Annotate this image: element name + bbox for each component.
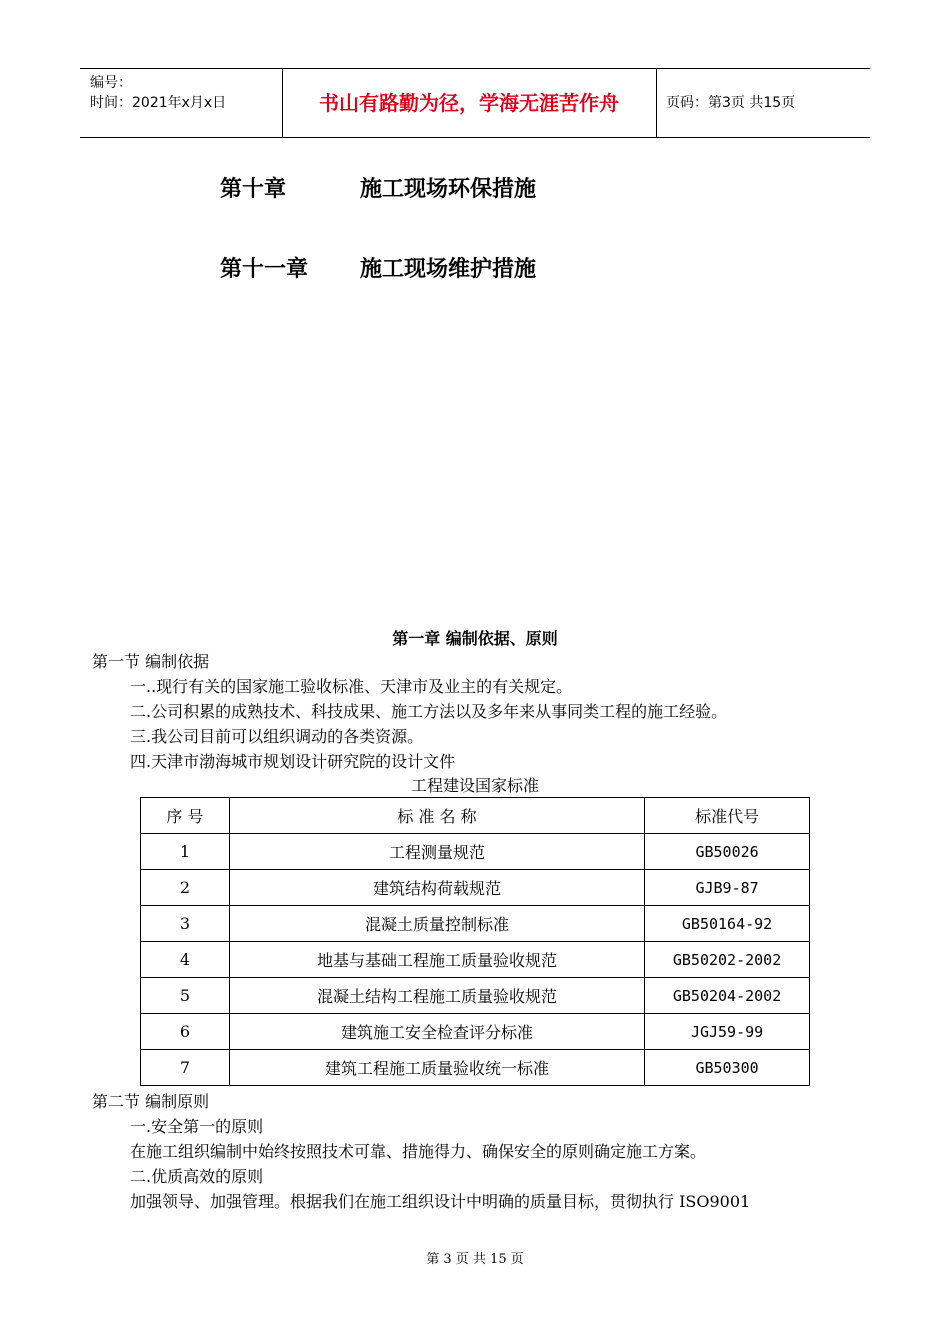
table-row — [141, 978, 810, 1014]
section-chapter-title: 第一章 编制依据、原则 — [392, 629, 558, 648]
row-index: 5 — [141, 978, 230, 1014]
page-footer: 第 3 页 共 15 页 — [426, 1252, 524, 1267]
chapter-title: 施工现场环保措施 — [360, 177, 537, 202]
header-divider — [656, 69, 657, 137]
chapter-title: 施工现场维护措施 — [360, 257, 537, 282]
row-index: 2 — [141, 870, 230, 906]
chapter-number: 第十章 — [220, 177, 287, 202]
standard-code: GB50204-2002 — [645, 978, 810, 1014]
chapter-heading — [220, 172, 537, 203]
standard-name: 工程测量规范 — [229, 834, 644, 870]
section-heading: 第一节 编制依据 — [92, 652, 210, 671]
table-caption: 工程建设国家标准 — [410, 776, 539, 795]
standard-code: GB50300 — [645, 1050, 810, 1086]
standard-code: JGJ59-99 — [645, 1014, 810, 1050]
standard-code: GB50164-92 — [645, 906, 810, 942]
header-page-number: 页码：第3页 共15页 — [666, 95, 796, 111]
row-index: 1 — [141, 834, 230, 870]
paragraph: 一.安全第一的原则 — [130, 1117, 264, 1136]
standard-code: GB50026 — [645, 834, 810, 870]
column-header: 标准代号 — [645, 798, 810, 834]
header-motto: 书山有路勤为径，学海无涯苦作舟 — [319, 91, 619, 115]
standard-name: 建筑施工安全检查评分标准 — [229, 1014, 644, 1050]
row-index: 4 — [141, 942, 230, 978]
row-index: 3 — [141, 906, 230, 942]
row-index: 7 — [141, 1050, 230, 1086]
table-row — [141, 942, 810, 978]
standards-table — [140, 797, 810, 1086]
time-label: 时间：2021年x月x日 — [90, 95, 227, 111]
table-row — [141, 1014, 810, 1050]
paragraph: 四.天津市渤海城市规划设计研究院的设计文件 — [130, 752, 456, 771]
table-header-row — [141, 798, 810, 834]
table-row — [141, 834, 810, 870]
standard-name: 建筑工程施工质量验收统一标准 — [229, 1050, 644, 1086]
table-row — [141, 1050, 810, 1086]
column-header: 标 准 名 称 — [229, 798, 644, 834]
standard-name: 地基与基础工程施工质量验收规范 — [229, 942, 644, 978]
paragraph: 一..现行有关的国家施工验收标准、天津市及业主的有关规定。 — [130, 677, 573, 696]
paragraph: 在施工组织编制中始终按照技术可靠、措施得力、确保安全的原则确定施工方案。 — [130, 1142, 707, 1161]
row-index: 6 — [141, 1014, 230, 1050]
standard-name: 混凝土质量控制标准 — [229, 906, 644, 942]
standard-name: 混凝土结构工程施工质量验收规范 — [229, 978, 644, 1014]
table-row — [141, 906, 810, 942]
paragraph: 二.优质高效的原则 — [130, 1167, 264, 1186]
chapter-heading — [220, 252, 537, 283]
section-heading: 第二节 编制原则 — [92, 1092, 210, 1111]
header-meta — [90, 73, 226, 113]
paragraph: 二.公司积累的成熟技术、科技成果、施工方法以及多年来从事同类工程的施工经验。 — [130, 702, 728, 721]
code-label: 编号： — [90, 75, 132, 91]
standard-code: GJB9-87 — [645, 870, 810, 906]
page-header — [80, 68, 870, 138]
standard-name: 建筑结构荷载规范 — [229, 870, 644, 906]
table-row — [141, 870, 810, 906]
chapter-number: 第十一章 — [220, 257, 309, 282]
column-header: 序 号 — [141, 798, 230, 834]
paragraph: 三.我公司目前可以组织调动的各类资源。 — [130, 727, 424, 746]
paragraph: 加强领导、加强管理。根据我们在施工组织设计中明确的质量目标，贯彻执行 ISO9001 — [130, 1192, 751, 1211]
standard-code: GB50202-2002 — [645, 942, 810, 978]
